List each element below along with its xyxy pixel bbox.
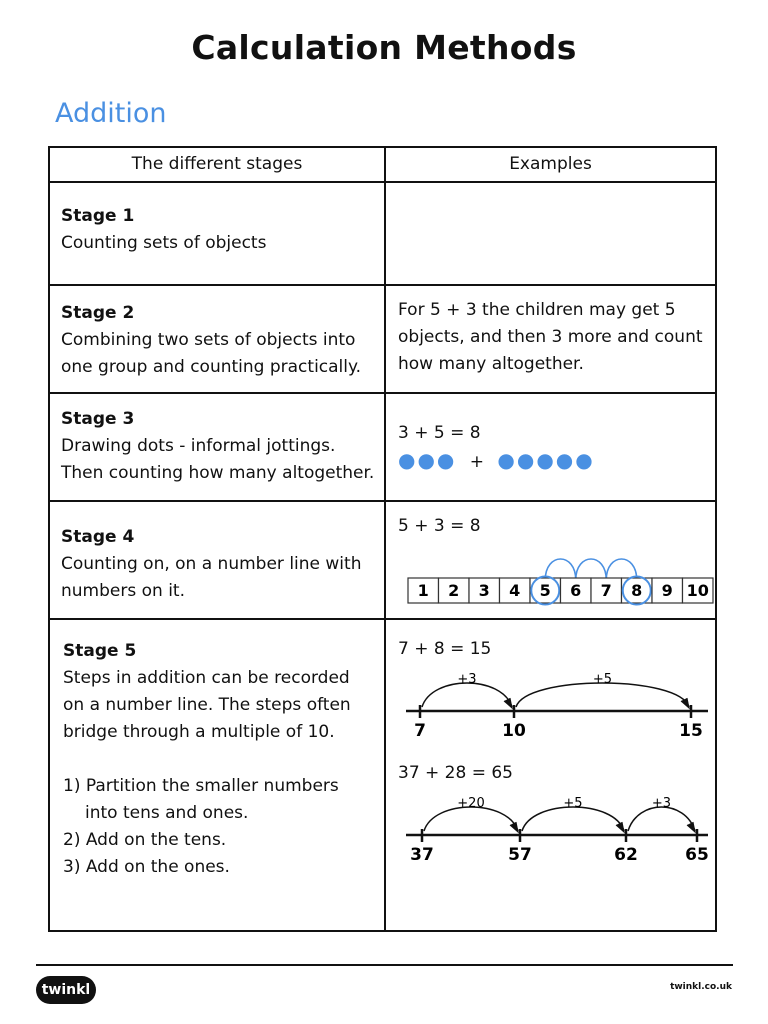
table-header-row xyxy=(49,147,716,182)
stage-cell xyxy=(49,182,385,285)
example-cell xyxy=(385,501,716,619)
table-row xyxy=(49,182,716,285)
jump-label: +3 xyxy=(651,796,672,811)
example-cell xyxy=(385,285,716,393)
line-label: 7 xyxy=(414,721,426,741)
line-label: 15 xyxy=(679,721,703,741)
stages-table xyxy=(48,146,717,932)
description-line: into tens and ones. xyxy=(85,803,249,823)
description-line: Drawing dots - informal jottings. xyxy=(61,436,336,456)
example-line: how many altogether. xyxy=(398,354,584,374)
line-label: 65 xyxy=(685,845,709,865)
equation: 37 + 28 = 65 xyxy=(398,763,513,783)
stage-title: Stage 3 xyxy=(61,409,135,429)
track-number: 4 xyxy=(509,581,521,600)
footer-site: twinkl.co.uk xyxy=(670,982,732,992)
track-number: 9 xyxy=(661,581,673,600)
line-label: 57 xyxy=(508,845,532,865)
twinkl-logo: twinkl xyxy=(36,976,96,1004)
track-number: 10 xyxy=(686,581,709,600)
stage-cell xyxy=(49,501,385,619)
line-label: 10 xyxy=(502,721,526,741)
stage-title: Stage 4 xyxy=(61,527,135,547)
example-line: For 5 + 3 the children may get 5 xyxy=(398,300,676,320)
description-line: numbers on it. xyxy=(61,581,185,601)
line-label: 62 xyxy=(614,845,638,865)
stage-cell xyxy=(49,393,385,501)
stage-title: Stage 1 xyxy=(61,206,135,226)
table-row xyxy=(49,393,716,501)
stage-description xyxy=(61,327,384,381)
description-line xyxy=(63,746,384,773)
line-label: 37 xyxy=(410,845,434,865)
page-title: Calculation Methods xyxy=(191,28,577,67)
dots-row xyxy=(398,447,714,476)
table-row xyxy=(49,619,716,931)
section-heading: Addition xyxy=(55,98,167,129)
description-line: on a number line. The steps often xyxy=(63,695,351,715)
track-number: 8 xyxy=(631,581,643,600)
plus-sign: + xyxy=(469,452,485,472)
dots-left: ●●● xyxy=(398,448,457,472)
stage-cell xyxy=(49,619,385,931)
jump-label: +20 xyxy=(457,796,485,811)
stage-title: Stage 2 xyxy=(61,303,135,323)
arrow-head xyxy=(616,822,624,832)
jump-label: +5 xyxy=(592,672,613,687)
track-number: 2 xyxy=(448,581,460,600)
description-line: Then counting how many altogether. xyxy=(61,463,375,483)
arrow-head xyxy=(681,698,689,708)
equation: 5 + 3 = 8 xyxy=(398,516,481,536)
number-track xyxy=(396,542,709,604)
description-line: one group and counting practically. xyxy=(61,357,362,377)
equation: 7 + 8 = 15 xyxy=(398,639,492,659)
track-number: 1 xyxy=(417,581,429,600)
description-line: 3) Add on the ones. xyxy=(63,857,230,877)
track-number: 5 xyxy=(539,581,551,600)
dots-right: ●●●●● xyxy=(497,448,595,472)
header-examples: Examples xyxy=(385,147,716,182)
example-cell xyxy=(385,182,716,285)
arrow-head xyxy=(687,822,695,832)
track-number: 3 xyxy=(478,581,490,600)
jump-label: +3 xyxy=(457,672,477,687)
hop-arc xyxy=(576,559,607,580)
example-cell xyxy=(385,393,716,501)
equation: 3 + 5 = 8 xyxy=(398,423,481,443)
stage-cell xyxy=(49,285,385,393)
header-stages: The different stages xyxy=(49,147,385,182)
number-line-2 xyxy=(388,787,713,867)
table-row xyxy=(49,285,716,393)
track-number: 6 xyxy=(570,581,582,600)
description-line: bridge through a multiple of 10. xyxy=(63,722,335,742)
description-line: Counting on, on a number line with xyxy=(61,554,362,574)
number-line-1 xyxy=(388,663,713,743)
stage-title: Stage 5 xyxy=(63,641,137,661)
arrow-head xyxy=(504,698,512,708)
example-cell xyxy=(385,619,716,931)
table-row xyxy=(49,501,716,619)
description-line: Steps in addition can be recorded xyxy=(63,668,350,688)
arrow-head xyxy=(510,822,518,832)
description-line: 1) Partition the smaller numbers xyxy=(63,776,339,796)
jump-label: +5 xyxy=(563,796,583,811)
description-line: 2) Add on the tens. xyxy=(63,830,227,850)
description-line: Combining two sets of objects into xyxy=(61,330,356,350)
track-number: 7 xyxy=(600,581,612,600)
footer-divider xyxy=(36,964,733,966)
example-line: objects, and then 3 more and count xyxy=(398,327,703,347)
stage-description: Counting sets of objects xyxy=(61,233,267,253)
